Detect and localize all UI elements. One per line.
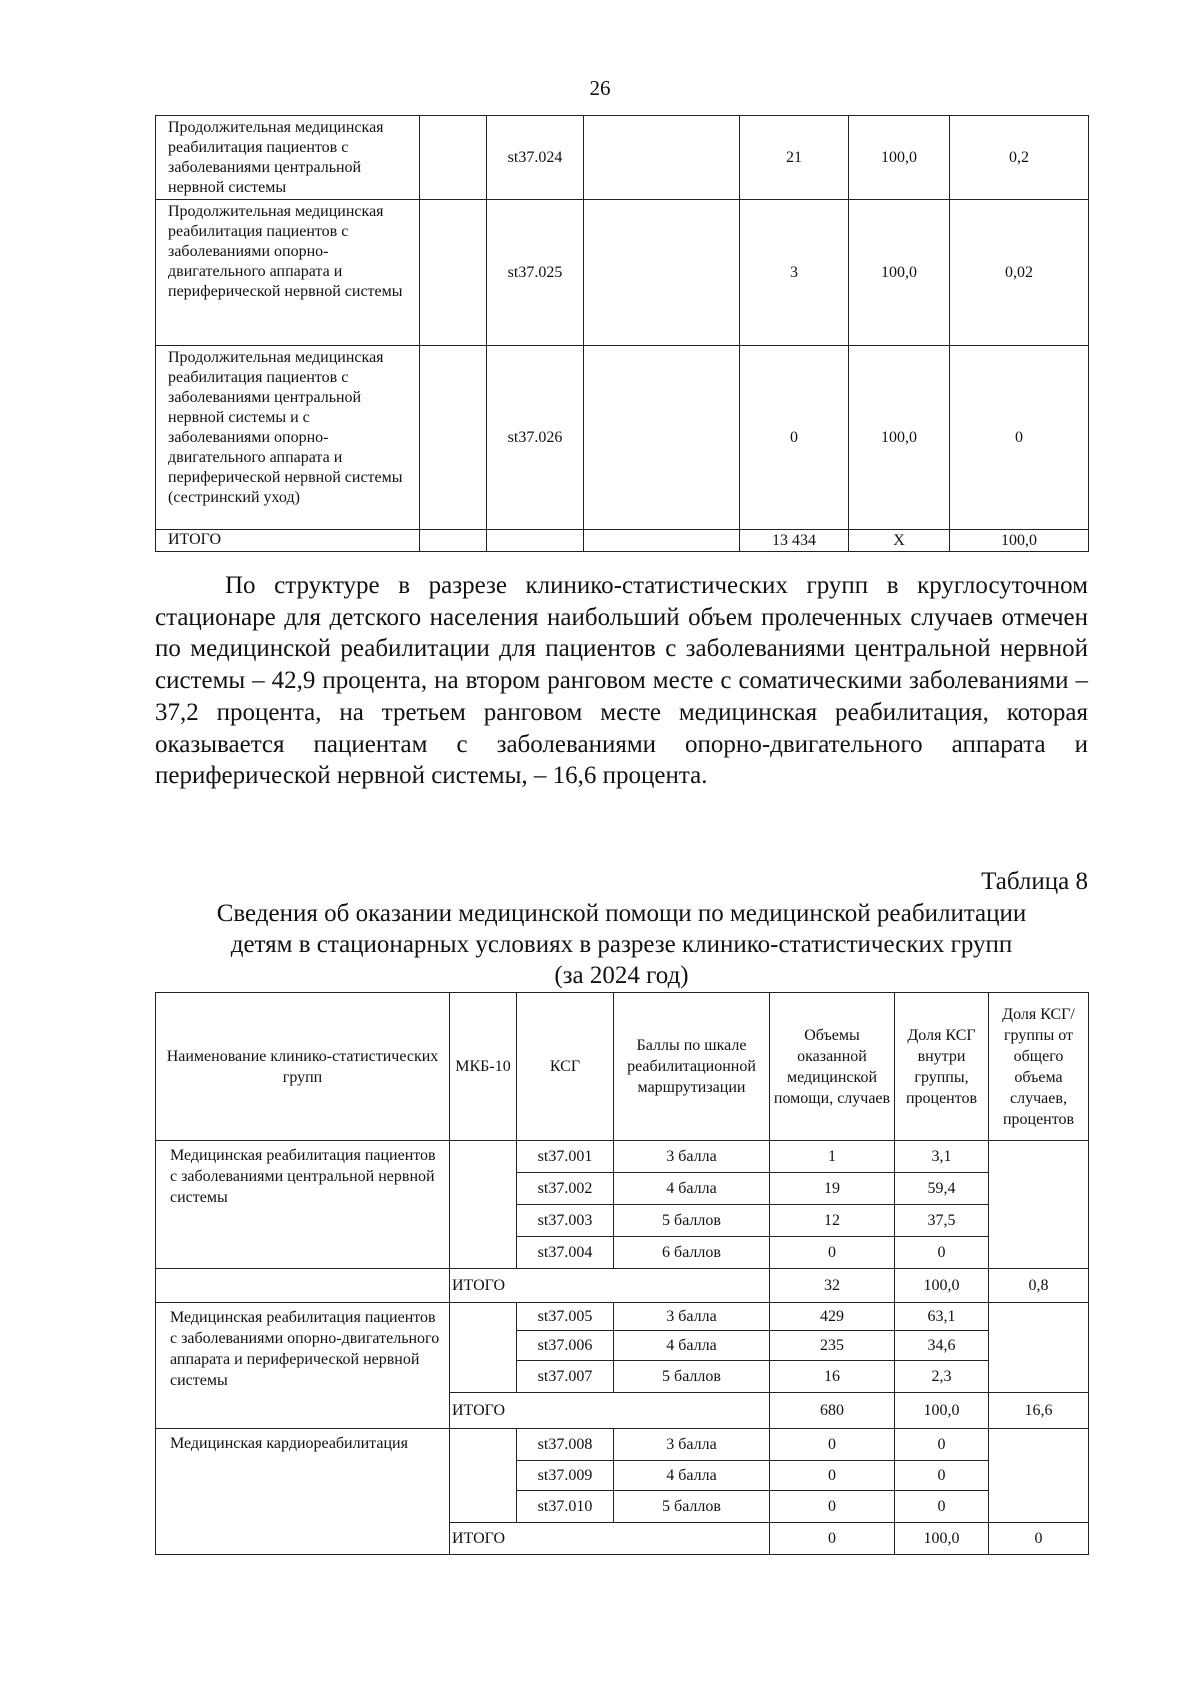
ksg-cell: st37.006 [517,1331,614,1361]
ksg-cell: st37.002 [517,1173,614,1205]
volume-cell: 0 [770,1461,895,1491]
table-row [156,116,1089,200]
group-name: Продолжительная медицинская реабилитация пациентов с заболеваниями опорно-двигательного аппарата и периферической нервной системы [156,200,420,346]
volume-cell: 0 [770,1237,895,1269]
paragraph-text: По структуре в разрезе клинико-статистических групп в круглосуточном стационаре для детского населения наибольший объем пролеченных случаев отмечен по медицинской реабилитации для пациентов с заболеваниями центральной нервной системы – 42,9 процента, на втором ранговом месте с соматическими заболеваниями – 37,2 процента, на третьем ранговом месте медицинская реабилитация, которая оказывается пациентам с заболеваниями опорно-двигательного аппарата и периферической нервной системы, – 16,6 процента. [155,572,1088,790]
score-cell: 3 балла [614,1429,770,1461]
empty-cell [420,530,487,552]
share-total-cell: 0 [950,346,1089,530]
share-in-group-cell: 100,0 [849,200,950,346]
mkb-cell [420,200,487,346]
ksg-cell: st37.026 [487,346,584,530]
score-cell: 6 баллов [614,1237,770,1269]
total-share-total: 100,0 [950,530,1089,552]
score-cell [584,116,740,200]
share-in-group-cell: 100,0 [849,346,950,530]
score-cell: 3 балла [614,1141,770,1173]
header-row [156,993,1089,1141]
ksg-cell: st37.001 [517,1141,614,1173]
table-label: Таблица 8 [981,868,1088,895]
ksg-cell: st37.009 [517,1461,614,1491]
empty-cell [487,530,584,552]
score-cell [584,200,740,346]
volume-cell: 1 [770,1141,895,1173]
ksg-cell: st37.005 [517,1303,614,1331]
volume-cell: 235 [770,1331,895,1361]
ksg-cell: st37.025 [487,200,584,346]
group-name: Продолжительная медицинская реабилитация пациентов с заболеваниями центральной нервной системы и с заболеваниями опорно-двигательного аппарата и периферической нервной системы (сестринский уход) [156,346,420,530]
table-row [156,1141,1089,1173]
header-name: Наименование клинико-статистических групп [156,993,450,1141]
share-cell: 63,1 [895,1303,989,1331]
share-total-cell [989,1141,1089,1269]
total-share-total: 0 [989,1523,1089,1555]
header-score: Баллы по шкале реабилитационной маршрутизации [614,993,770,1141]
ksg-cell: st37.010 [517,1491,614,1523]
total-share-total: 16,6 [989,1393,1089,1429]
volume-cell: 3 [740,200,849,346]
header-share-total: Доля КСГ/ группы от общего объема случаев, процентов [989,993,1089,1141]
share-total-cell [989,1303,1089,1393]
score-cell: 5 баллов [614,1491,770,1523]
group-name: Медицинская реабилитация пациентов с заболеваниями опорно-двигательного аппарата и периферической нервной системы [156,1303,450,1429]
title-line-1: Сведения об оказании медицинской помощи по медицинской реабилитации [216,900,1027,927]
share-cell: 0 [895,1237,989,1269]
volume-cell: 0 [770,1491,895,1523]
volume-cell: 12 [770,1205,895,1237]
share-total-cell: 0,2 [950,116,1089,200]
ksg-cell: st37.004 [517,1237,614,1269]
total-volume: 32 [770,1269,895,1303]
continuation-table [155,115,1089,552]
ksg-cell: st37.008 [517,1429,614,1461]
header-share-in-group: Доля КСГ внутри группы, процентов [895,993,989,1141]
volume-cell: 16 [770,1361,895,1393]
group-name: Продолжительная медицинская реабилитация пациентов с заболеваниями центральной нервной системы [156,116,420,200]
total-share: 100,0 [895,1269,989,1303]
empty-cell [584,530,740,552]
ksg-cell: st37.003 [517,1205,614,1237]
total-label: ИТОГО [450,1393,770,1429]
ksg-cell: st37.007 [517,1361,614,1393]
header-mkb: МКБ-10 [450,993,517,1141]
share-cell: 59,4 [895,1173,989,1205]
share-cell: 37,5 [895,1205,989,1237]
score-cell: 5 баллов [614,1361,770,1393]
score-cell: 4 балла [614,1331,770,1361]
mkb-cell [450,1303,517,1393]
title-line-3: (за 2024 год) [554,962,689,989]
share-cell: 34,6 [895,1331,989,1361]
share-cell: 0 [895,1461,989,1491]
total-label: ИТОГО [450,1269,770,1303]
ksg-cell: st37.024 [487,116,584,200]
volume-cell: 19 [770,1173,895,1205]
volume-cell: 0 [740,346,849,530]
share-cell: 3,1 [895,1141,989,1173]
total-row [156,530,1089,552]
table-title [155,898,1088,991]
mkb-cell [420,116,487,200]
header-ksg: КСГ [517,993,614,1141]
mkb-cell [450,1429,517,1523]
mkb-cell [420,346,487,530]
total-share-total: 0,8 [989,1269,1089,1303]
total-share: 100,0 [895,1523,989,1555]
table-row [156,346,1089,530]
analysis-paragraph [155,570,1088,792]
table-8 [155,992,1089,1555]
header-volume: Объемы оказанной медицинской помощи, случаев [770,993,895,1141]
total-share-in-group: Х [849,530,950,552]
score-cell: 5 баллов [614,1205,770,1237]
total-label: ИТОГО [450,1523,770,1555]
group-name: Медицинская реабилитация пациентов с заболеваниями центральной нервной системы [156,1141,450,1269]
total-share: 100,0 [895,1393,989,1429]
score-cell: 4 балла [614,1173,770,1205]
share-total-cell: 0,02 [950,200,1089,346]
group-name-cont [156,1269,450,1303]
page-number: 26 [589,76,611,100]
total-row [156,1269,1089,1303]
total-volume: 680 [770,1393,895,1429]
score-cell: 4 балла [614,1461,770,1491]
total-label: ИТОГО [156,530,420,552]
share-cell: 2,3 [895,1361,989,1393]
score-cell [584,346,740,530]
score-cell: 3 балла [614,1303,770,1331]
share-cell: 0 [895,1491,989,1523]
share-cell: 0 [895,1429,989,1461]
mkb-cell [450,1141,517,1269]
total-volume: 13 434 [740,530,849,552]
table-row [156,1429,1089,1461]
share-total-cell [989,1429,1089,1523]
table-row [156,1303,1089,1331]
volume-cell: 0 [770,1429,895,1461]
title-line-2: детям в стационарных условиях в разрезе клинико-статистических групп [230,931,1013,958]
table-row [156,200,1089,346]
total-volume: 0 [770,1523,895,1555]
group-name: Медицинская кардиореабилитация [156,1429,450,1555]
share-in-group-cell: 100,0 [849,116,950,200]
volume-cell: 429 [770,1303,895,1331]
volume-cell: 21 [740,116,849,200]
